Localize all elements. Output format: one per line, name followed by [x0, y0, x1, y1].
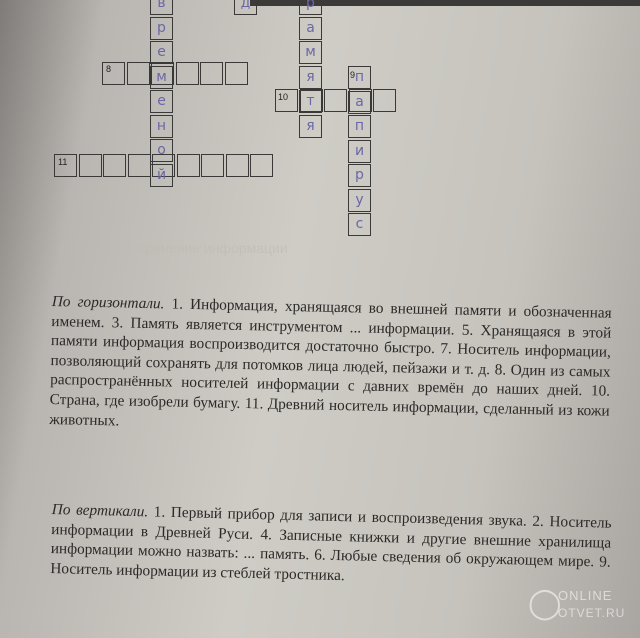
handwritten-letter: р	[306, 0, 315, 11]
crossword-cell	[373, 89, 396, 112]
handwritten-letter: и	[354, 142, 365, 159]
crossword-cell	[128, 154, 151, 177]
handwritten-letter: а	[306, 19, 315, 36]
crossword-cell	[250, 154, 273, 177]
horizontal-text: 1. Информация, хранящаяся во внешней памяти и обозначенная именем. 3. Память является инструментом ... информации. 5. Хранящаяся в этой памяти информация воспроизводится достаточно быстро. 7. Носитель информации, позволяющий сохранять для потомков лица людей, пейзажи и т. д. 8. Один из самых распространённых носителей информации с давних времён до наших дней. 10. Страна, где изобрели бумагу. 11. Древний носитель информации, сделанный из кожи животных.	[49, 295, 612, 429]
handwritten-letter: н	[156, 117, 167, 134]
handwritten-letter: е	[157, 93, 166, 109]
handwritten-letter: о	[157, 142, 166, 158]
handwritten-letter: й	[156, 166, 167, 183]
watermark	[528, 584, 628, 628]
crossword-cell	[201, 154, 224, 177]
clue-number-10: 10	[278, 92, 289, 102]
clue-number-11: 11	[58, 157, 68, 167]
crossword-cell	[79, 154, 102, 177]
horizontal-heading: По горизонтали.	[51, 292, 165, 313]
handwritten-letter: я	[306, 117, 315, 134]
vertical-heading: По вертикали.	[51, 500, 149, 521]
handwritten-letter: в	[157, 0, 166, 11]
vertical-clues	[50, 500, 612, 592]
crossword-cell	[177, 154, 200, 177]
handwritten-letter: т	[306, 93, 315, 109]
crossword-cell	[176, 62, 199, 85]
watermark-line1: ONLINE	[558, 588, 613, 603]
crossword-cell	[103, 154, 126, 177]
crossword-cell	[127, 62, 150, 85]
vertical-text: 1. Первый прибор для записи и воспроизведения звука. 2. Носитель информации в Древней Руси. 4. Записные книжки и другие внешние хранилища информации можно назвать: ... память. 6. Любые сведения об окружающем мире. 9. Носитель информации из стеблей тростника.	[50, 503, 612, 584]
handwritten-letter: р	[355, 167, 364, 183]
handwritten-letter: п	[354, 69, 365, 85]
horizontal-clues	[49, 292, 612, 441]
handwritten-letter: у	[355, 191, 364, 208]
clue-number-9: 9	[350, 70, 356, 80]
handwritten-letter: м	[305, 44, 316, 60]
crossword-cell	[200, 62, 223, 85]
handwritten-letter: я	[306, 68, 315, 85]
crossword-cell	[324, 89, 347, 112]
handwritten-letter: р	[157, 19, 166, 36]
handwritten-letter: п	[354, 118, 365, 134]
faded-heading: 6) Группа 5 Хранение информации	[60, 240, 288, 256]
watermark-line2: OTVET.RU	[558, 606, 626, 620]
handwritten-letter: д	[240, 0, 251, 11]
lightbulb-icon: ◯	[528, 587, 562, 620]
crossword-cell	[226, 154, 249, 177]
handwritten-letter: е	[157, 44, 166, 60]
crossword-grid	[0, 0, 640, 260]
handwritten-letter: м	[156, 68, 167, 85]
handwritten-letter: а	[355, 93, 364, 110]
crossword-cell	[225, 62, 248, 85]
handwritten-letter: с	[355, 216, 364, 232]
clue-number-8: 8	[106, 64, 112, 74]
